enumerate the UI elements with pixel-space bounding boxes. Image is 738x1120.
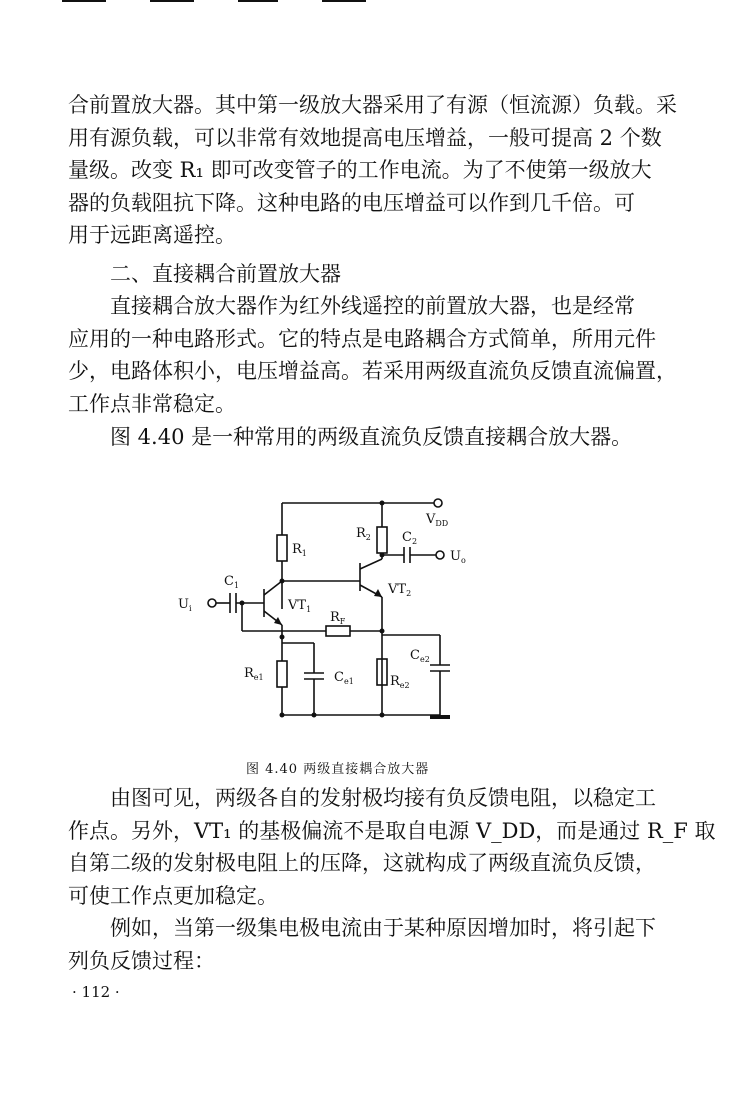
- page-number: · 112 ·: [72, 983, 120, 1001]
- text-line: 可使工作点更加稳定。: [68, 883, 278, 908]
- paragraph-4: [68, 782, 716, 912]
- paragraph-5: [68, 912, 656, 977]
- text-line: 例如，当第一级集电极电流由于某种原因增加时，将引起下: [110, 916, 656, 940]
- text-line: 工作点非常稳定。: [68, 391, 236, 416]
- paragraph-3: [68, 421, 640, 454]
- top-rule-2: [150, 0, 194, 2]
- text-line: 用有源负载，可以非常有效地提高电压增益，一般可提高 2 个数: [68, 125, 662, 150]
- ce2-label: $C_{e2}$: [410, 648, 430, 664]
- section-heading: 二、直接耦合前置放大器: [110, 262, 341, 286]
- text-line: 自第二级的发射极电阻上的压降，这就构成了两级直流负反馈，: [68, 851, 656, 875]
- uo-label: $U_o$: [450, 549, 466, 565]
- top-rule-1: [62, 0, 106, 2]
- re2-label: $R_{e2}$: [390, 674, 410, 690]
- text-line: 合前置放大器。其中第一级放大器采用了有源（恒流源）负载。采: [68, 93, 677, 117]
- vt1-label: $VT_1$: [288, 598, 312, 614]
- text-line: 量级。改变 R₁ 即可改变管子的工作电流。为了不使第一级放大: [68, 158, 652, 182]
- text-line: 图 4.40 是一种常用的两级直流负反馈直接耦合放大器。: [110, 425, 633, 449]
- text-line: 直接耦合放大器作为红外线遥控的前置放大器，也是经常: [110, 294, 635, 318]
- ce1-label: $C_{e1}$: [334, 670, 354, 686]
- text-line: 列负反馈过程：: [68, 948, 215, 973]
- text-line: 由图可见，两级各自的发射极均接有负反馈电阻，以稳定工: [110, 786, 656, 810]
- text-line: 用于远距离遥控。: [68, 223, 236, 247]
- paragraph-1: [68, 89, 677, 252]
- r1-label: $R_1$: [292, 542, 307, 558]
- text-line: 少，电路体积小，电压增益高。若采用两级直流负反馈直流偏置，: [68, 359, 677, 383]
- paragraph-2: [68, 290, 677, 420]
- circuit-diagram: [160, 485, 480, 735]
- r2-label: $R_2$: [356, 526, 371, 542]
- top-rule-3: [238, 0, 278, 2]
- ui-label: $U_i$: [178, 597, 192, 613]
- c2-label: $C_2$: [402, 530, 418, 546]
- text-line: 作点。另外，VT₁ 的基极偏流不是取自电源 V_DD，而是通过 R_F 取: [68, 818, 716, 843]
- vdd-label: $V_{DD}$: [426, 512, 449, 528]
- figure-caption: 图 4.40 两级直接耦合放大器: [246, 762, 430, 777]
- text-line: 器的负载阻抗下降。这种电路的电压增益可以作到几千倍。可: [68, 190, 635, 215]
- vt2-label: $VT_2$: [388, 582, 412, 598]
- re1-label: $R_{e1}$: [244, 666, 264, 682]
- rf-label: $R_F$: [330, 610, 346, 626]
- c1-label: $C_1$: [224, 574, 240, 590]
- circuit-figure: [160, 485, 480, 735]
- text-line: 应用的一种电路形式。它的特点是电路耦合方式简单，所用元件: [68, 326, 656, 351]
- top-rule-4: [322, 0, 366, 2]
